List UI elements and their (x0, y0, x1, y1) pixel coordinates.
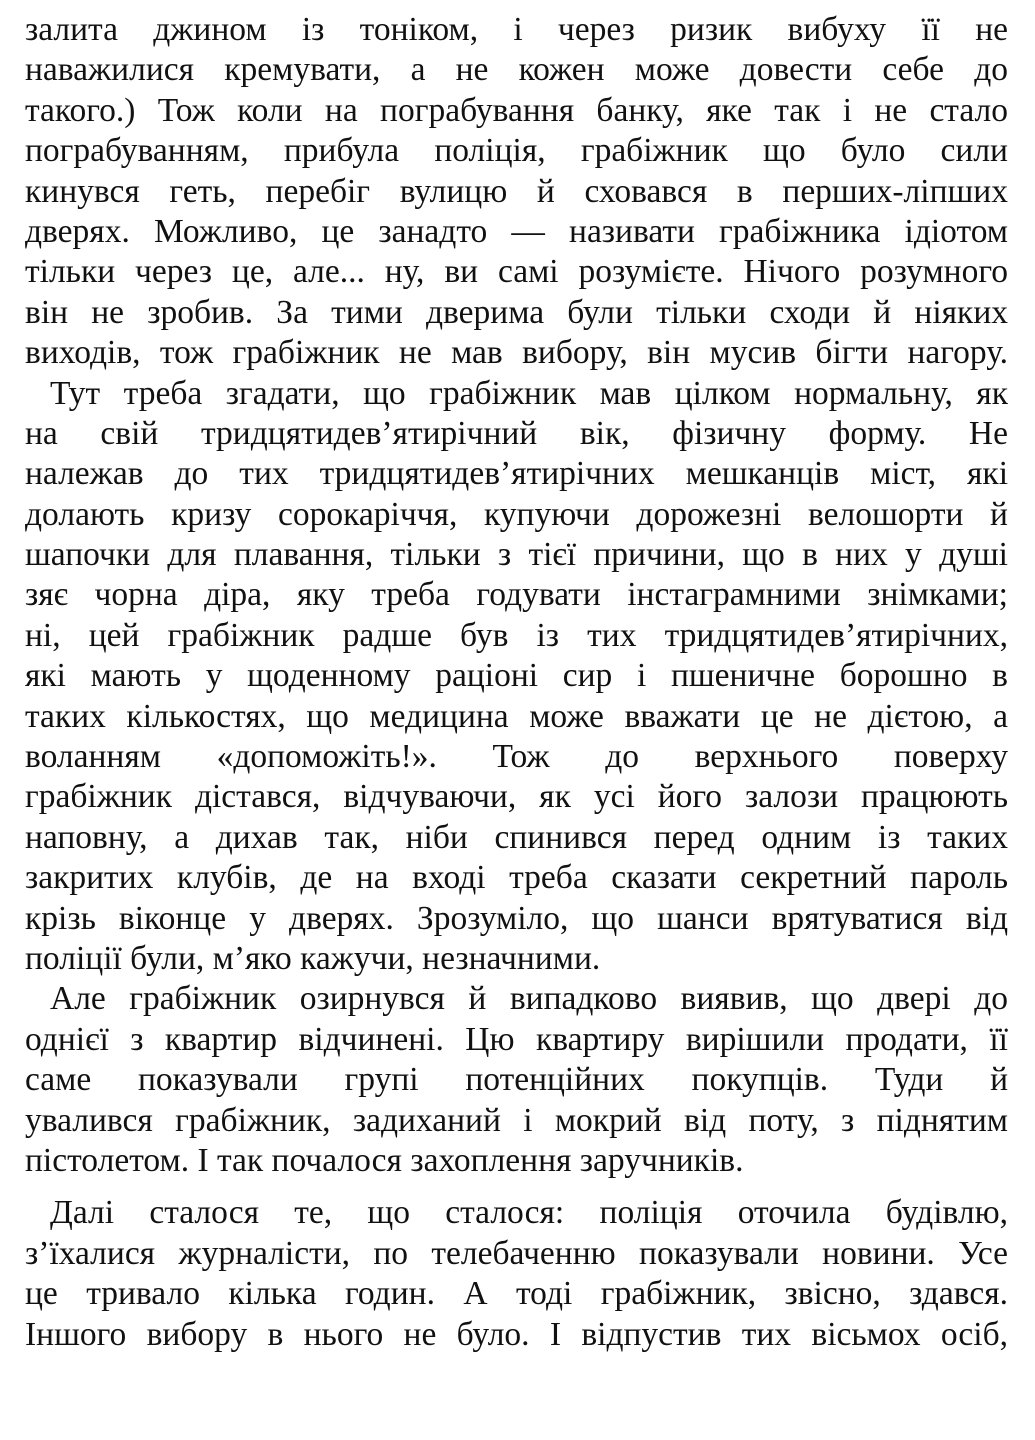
text-line: шапочки для плавання, тільки з тієї причини, що в них у душі (25, 536, 1008, 574)
text-line: Далі сталося те, що сталося: поліція оточила будівлю, (50, 1194, 1008, 1232)
paragraph-2 (25, 374, 1008, 980)
paragraph-1 (25, 10, 1008, 374)
text-line: саме показували групі потенційних покупців. Туди й (25, 1061, 1008, 1099)
text-line: виходів, тож грабіжник не мав вибору, він мусив бігти нагору. (25, 334, 1008, 372)
text-line: крізь віконце у дверях. Зрозуміло, що шанси врятуватися від (25, 899, 1008, 937)
text-line: належав до тих тридцятидев’ятирічних мешканців міст, які (25, 455, 1008, 493)
text-line: Але грабіжник озирнувся й випадково виявив, що двері до (50, 980, 1008, 1018)
text-line: грабіжник дістався, відчуваючи, як усі його залози працюють (25, 778, 1008, 816)
text-line: ні, цей грабіжник радше був із тих тридцятидев’ятирічних, (25, 616, 1008, 654)
text-line: увалився грабіжник, задиханий і мокрий від поту, з піднятим (25, 1101, 1008, 1139)
text-line: зяє чорна діра, яку треба годувати інстаграмними знімками; (25, 576, 1008, 614)
text-line: однієї з квартир відчинені. Цю квартиру вирішили продати, її (25, 1020, 1008, 1058)
text-line: таких кількостях, що медицина може вважати це не дієтою, а (25, 697, 1008, 735)
text-line: з’їхалися журналісти, по телебаченню показували новини. Усе (25, 1234, 1008, 1272)
paragraph-4 (25, 1193, 1008, 1355)
text-line: поліції були, м’яко кажучи, незначними. (25, 939, 601, 977)
text-line: Іншого вибору в нього не було. І відпустив тих вісьмох осіб, (25, 1315, 1008, 1353)
text-line: кинувся геть, перебіг вулицю й сховався в перших-ліпших (25, 172, 1008, 210)
text-line: воланням «допоможіть!». Тож до верхнього поверху (25, 738, 1008, 776)
text-line: долають кризу сорокаріччя, купуючи дорожезні велошорти й (25, 495, 1008, 533)
text-line: які мають у щоденному раціоні сир і пшеничне борошно в (25, 657, 1008, 695)
text-line: тільки через це, але... ну, ви самі розумієте. Нічого розумного (25, 253, 1008, 291)
text-line: пістолетом. І так почалося захоплення заручників. (25, 1141, 744, 1179)
text-line: він не зробив. За тими дверима були тільки сходи й ніяких (25, 293, 1008, 331)
text-line: закритих клубів, де на вході треба сказати секретний пароль (25, 859, 1008, 897)
book-page (25, 10, 1008, 1355)
text-line: пограбуванням, прибула поліція, грабіжник що було сили (25, 132, 1008, 170)
text-line: наповну, а дихав так, ніби спинився перед одним із таких (25, 818, 1008, 856)
paragraph-3 (25, 979, 1008, 1181)
text-line: на свій тридцятидев’ятирічний вік, фізичну форму. Не (25, 414, 1008, 452)
text-line: дверях. Можливо, це занадто — називати грабіжника ідіотом (25, 212, 1008, 250)
text-line: такого.) Тож коли на пограбування банку, яке так і не стало (25, 91, 1008, 129)
text-line: Тут треба згадати, що грабіжник мав цілком нормальну, як (50, 374, 1008, 412)
text-line: це тривало кілька годин. А тоді грабіжник, звісно, здався. (25, 1275, 1008, 1313)
text-line: залита джином із тоніком, і через ризик вибуху її не (25, 11, 1008, 48)
text-line: наважилися кремувати, а не кожен може довести себе до (25, 51, 1008, 89)
